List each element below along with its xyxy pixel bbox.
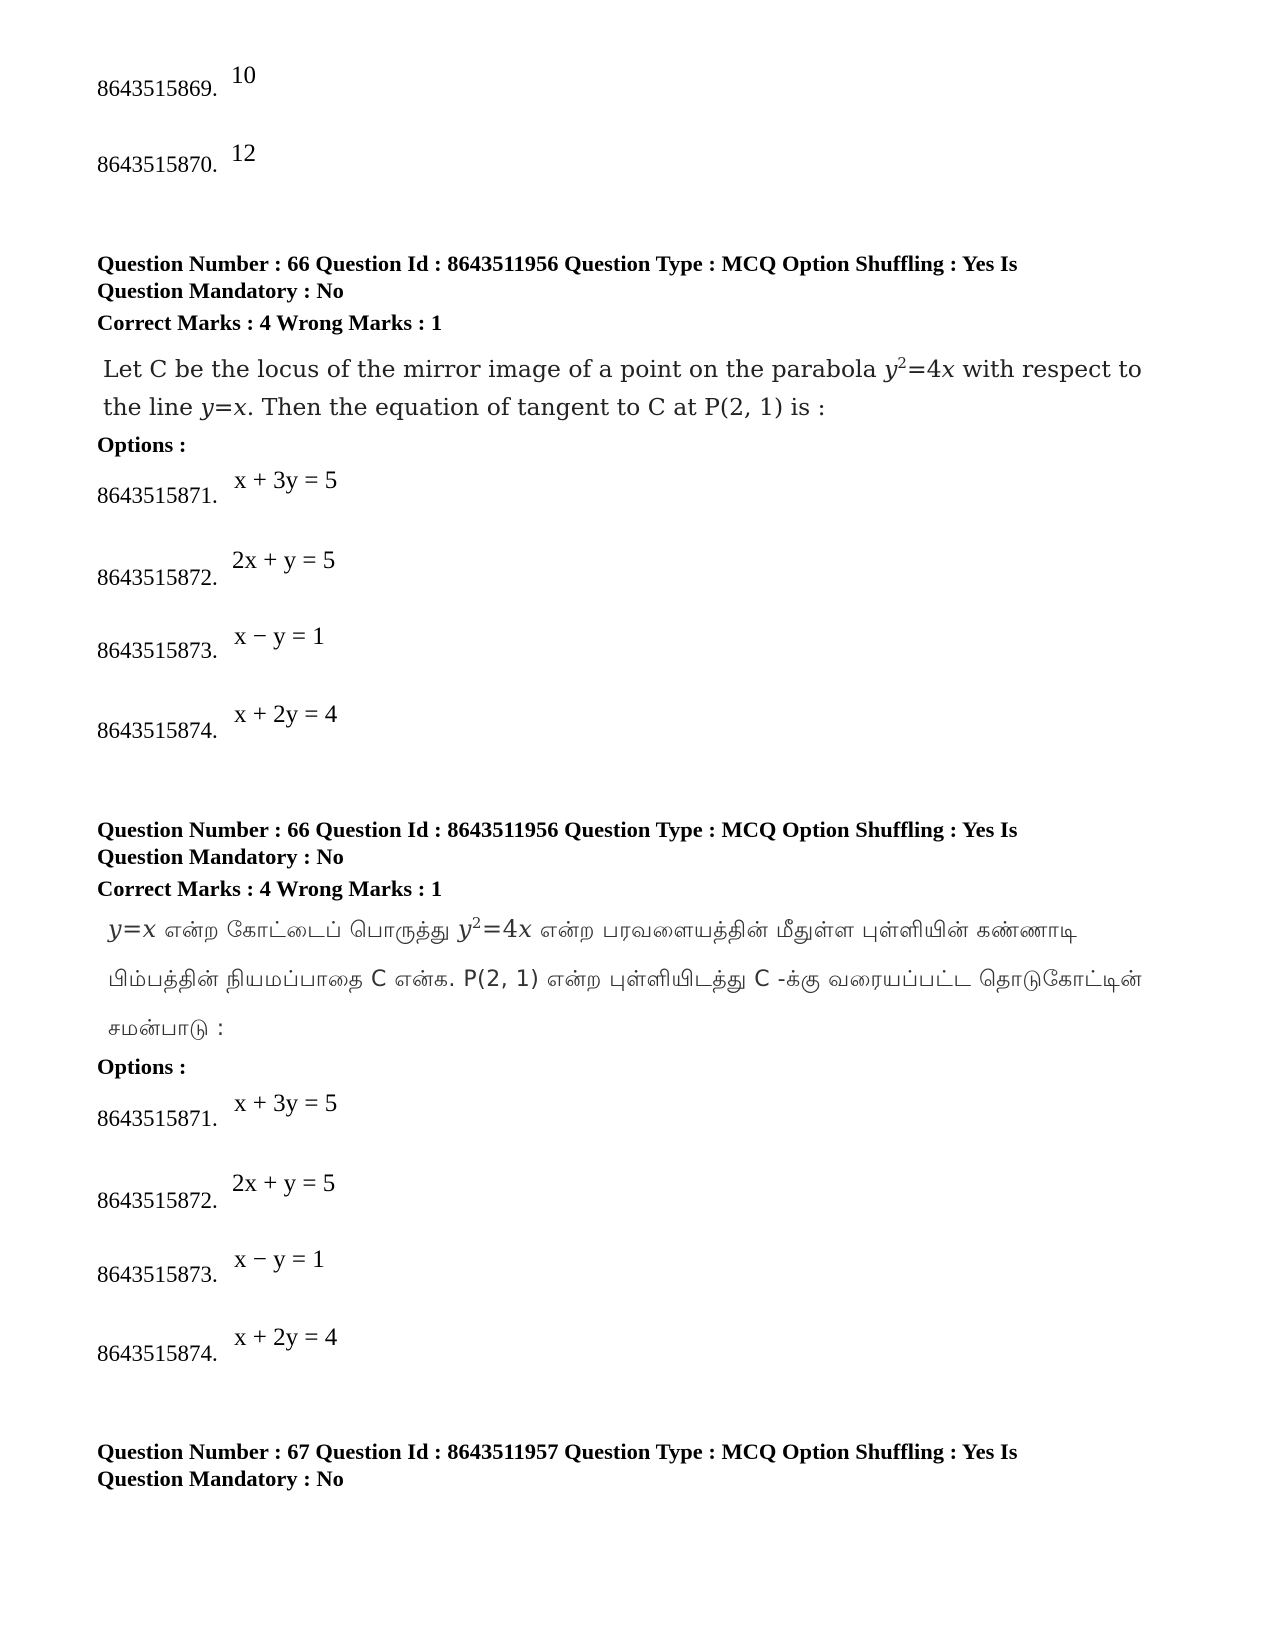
- option-id: 8643515871.: [97, 483, 218, 508]
- option-id: 8643515874.: [97, 1341, 218, 1366]
- option-id: 8643515873.: [97, 1262, 218, 1287]
- option-value: 2x + y = 5: [232, 1170, 336, 1197]
- option-id: 8643515869.: [97, 76, 218, 101]
- question-meta: [97, 250, 1018, 304]
- option-value: 10: [231, 62, 256, 89]
- question-meta-line: Question Number : 67 Question Id : 8643511957 Question Type : MCQ Option Shuffling : Yes Is: [97, 1439, 1018, 1464]
- option-id: 8643515872.: [97, 565, 218, 590]
- question-stem: Let C be the locus of the mirror image of a point on the parabola $y^2=4x$ with respect to the line y=x. Then the equation of tangent to C at P(2, 1) is :: [103, 354, 1142, 421]
- question-stem: y=x என்ற கோட்டைப் பொருத்து $y^2=4x$ என்ற பரவளையத்தின் மீதுள்ள புள்ளியின் கண்ணாடி பிம்பத்தின் நியமப்பாதை C என்க. P(2, 1) என்ற புள்ளியிடத்து C -க்கு வரையப்பட்ட தொடுகோட்டின் சமன்பாடு :: [108, 914, 1143, 1041]
- question-meta-line: Question Number : 66 Question Id : 8643511956 Question Type : MCQ Option Shuffling : Yes Is: [97, 817, 1018, 842]
- question-meta-line: Question Mandatory : No: [97, 1466, 344, 1491]
- option-id: 8643515871.: [97, 1106, 218, 1131]
- question-meta-line: Question Mandatory : No: [97, 844, 344, 869]
- option-id: 8643515870.: [97, 152, 218, 177]
- options-label: Options :: [97, 432, 187, 457]
- option-value: x − y = 1: [234, 623, 325, 650]
- option-value: 12: [231, 140, 256, 167]
- question-marks: Correct Marks : 4 Wrong Marks : 1: [97, 876, 443, 901]
- question-marks: Correct Marks : 4 Wrong Marks : 1: [97, 310, 443, 335]
- option-id: 8643515874.: [97, 718, 218, 743]
- option-value: 2x + y = 5: [232, 547, 336, 574]
- option-value: x − y = 1: [234, 1246, 325, 1273]
- option-value: x + 2y = 4: [234, 1324, 338, 1351]
- option-value: x + 3y = 5: [234, 1090, 338, 1117]
- question-meta-line: Question Mandatory : No: [97, 278, 344, 303]
- question-meta: [97, 1438, 1018, 1492]
- question-meta-line: Question Number : 66 Question Id : 8643511956 Question Type : MCQ Option Shuffling : Yes Is: [97, 251, 1018, 276]
- option-id: 8643515872.: [97, 1188, 218, 1213]
- option-value: x + 3y = 5: [234, 467, 338, 494]
- option-value: x + 2y = 4: [234, 701, 338, 728]
- options-label: Options :: [97, 1054, 187, 1079]
- option-id: 8643515873.: [97, 638, 218, 663]
- question-meta: [97, 816, 1018, 870]
